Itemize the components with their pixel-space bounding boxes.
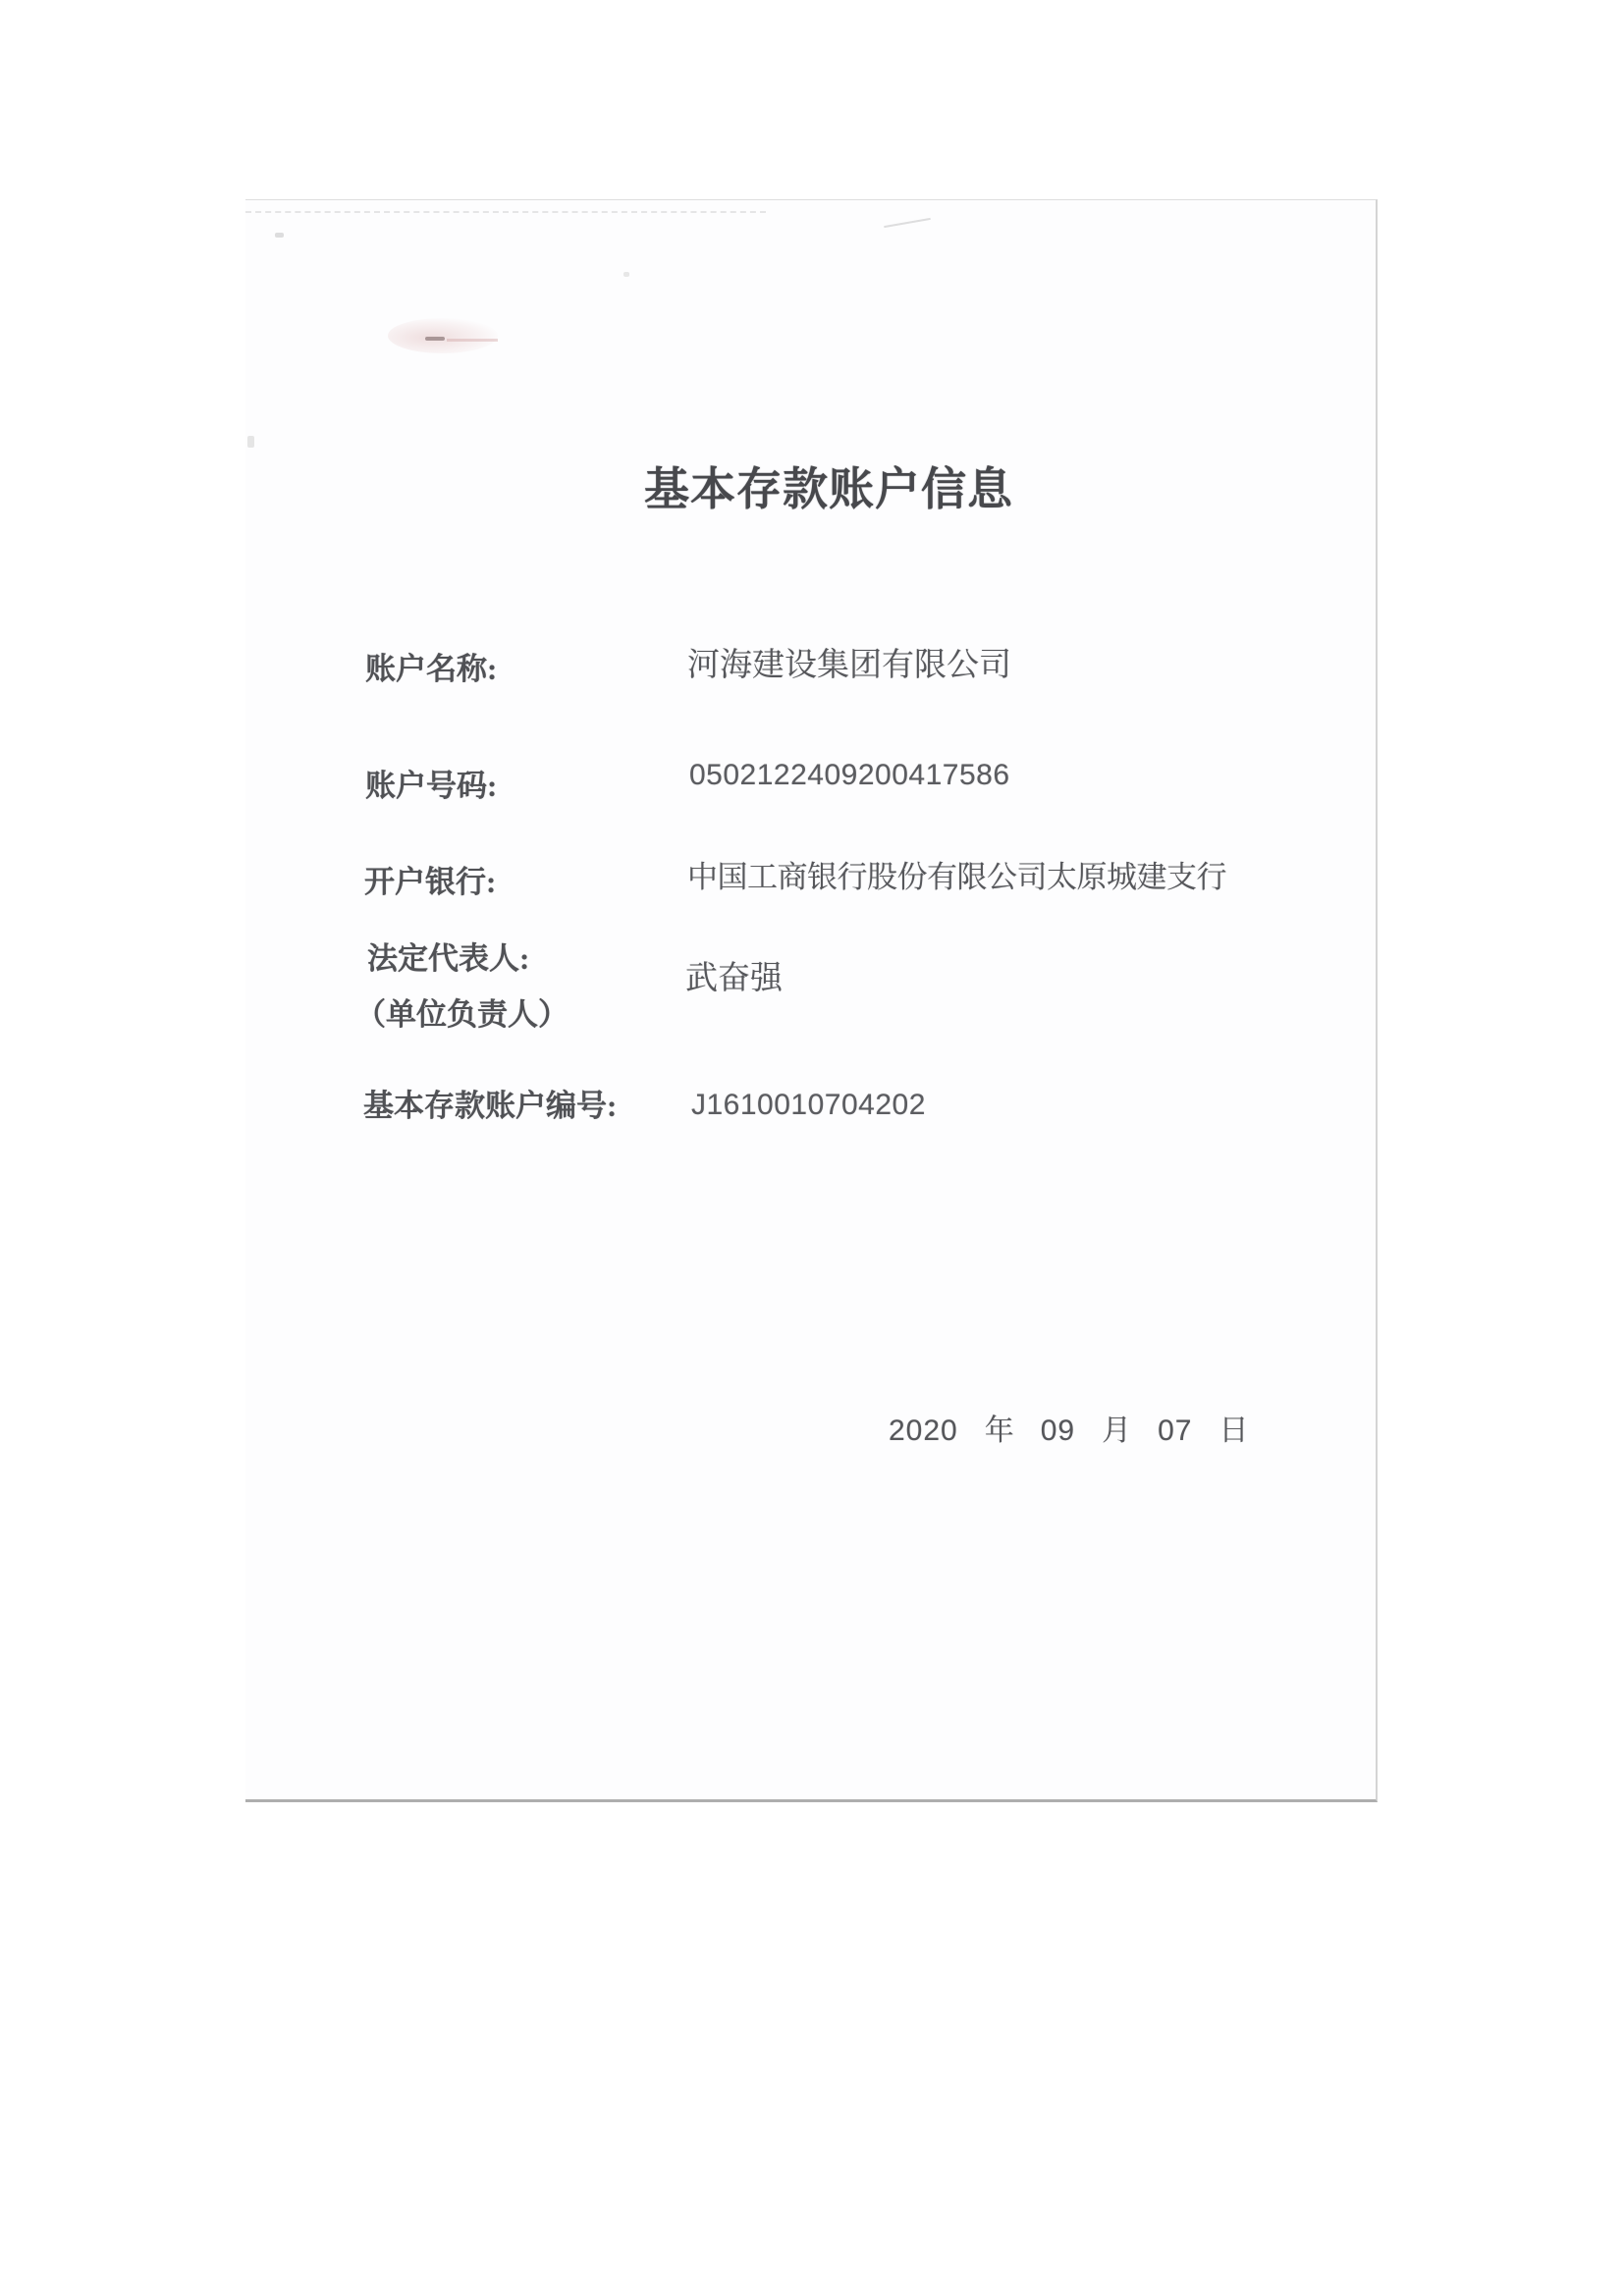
scan-speck [275, 233, 284, 238]
field-value-account-number: 0502122409200417586 [689, 759, 1010, 791]
scan-edge-artifact [245, 211, 766, 213]
field-label-basic-deposit-account-id: 基本存款账户编号: [363, 1089, 618, 1123]
scan-smudge-streak [447, 339, 498, 342]
date-day-unit: 日 [1218, 1415, 1249, 1447]
document-page [245, 199, 1378, 1802]
page-title: 基本存款账户信息 [644, 464, 1013, 514]
field-value-basic-deposit-account-id: J1610010704202 [691, 1089, 926, 1121]
date-day: 07 [1158, 1415, 1193, 1447]
field-label-legal-representative: 法定代表人: [367, 941, 530, 976]
scan-tick-artifact [884, 218, 931, 228]
field-label-account-name: 账户名称: [365, 652, 498, 686]
field-value-legal-representative: 武奋强 [685, 961, 783, 996]
date-year: 2020 [889, 1415, 958, 1447]
field-label-opening-bank: 开户银行: [364, 865, 497, 899]
field-value-opening-bank: 中国工商银行股份有限公司太原城建支行 [687, 860, 1226, 894]
issue-date [889, 1406, 1249, 1449]
scan-speck [247, 436, 254, 448]
scan-smudge-pink [388, 318, 498, 353]
scan-speck [623, 272, 629, 277]
scan-smudge-dash [425, 337, 445, 341]
field-label-unit-head: （单位负责人） [355, 997, 568, 1032]
date-month-unit: 月 [1102, 1415, 1132, 1447]
field-label-account-number: 账户号码: [365, 769, 498, 803]
date-year-unit: 年 [984, 1415, 1014, 1447]
date-month: 09 [1040, 1415, 1076, 1447]
field-value-account-name: 河海建设集团有限公司 [687, 648, 1011, 683]
